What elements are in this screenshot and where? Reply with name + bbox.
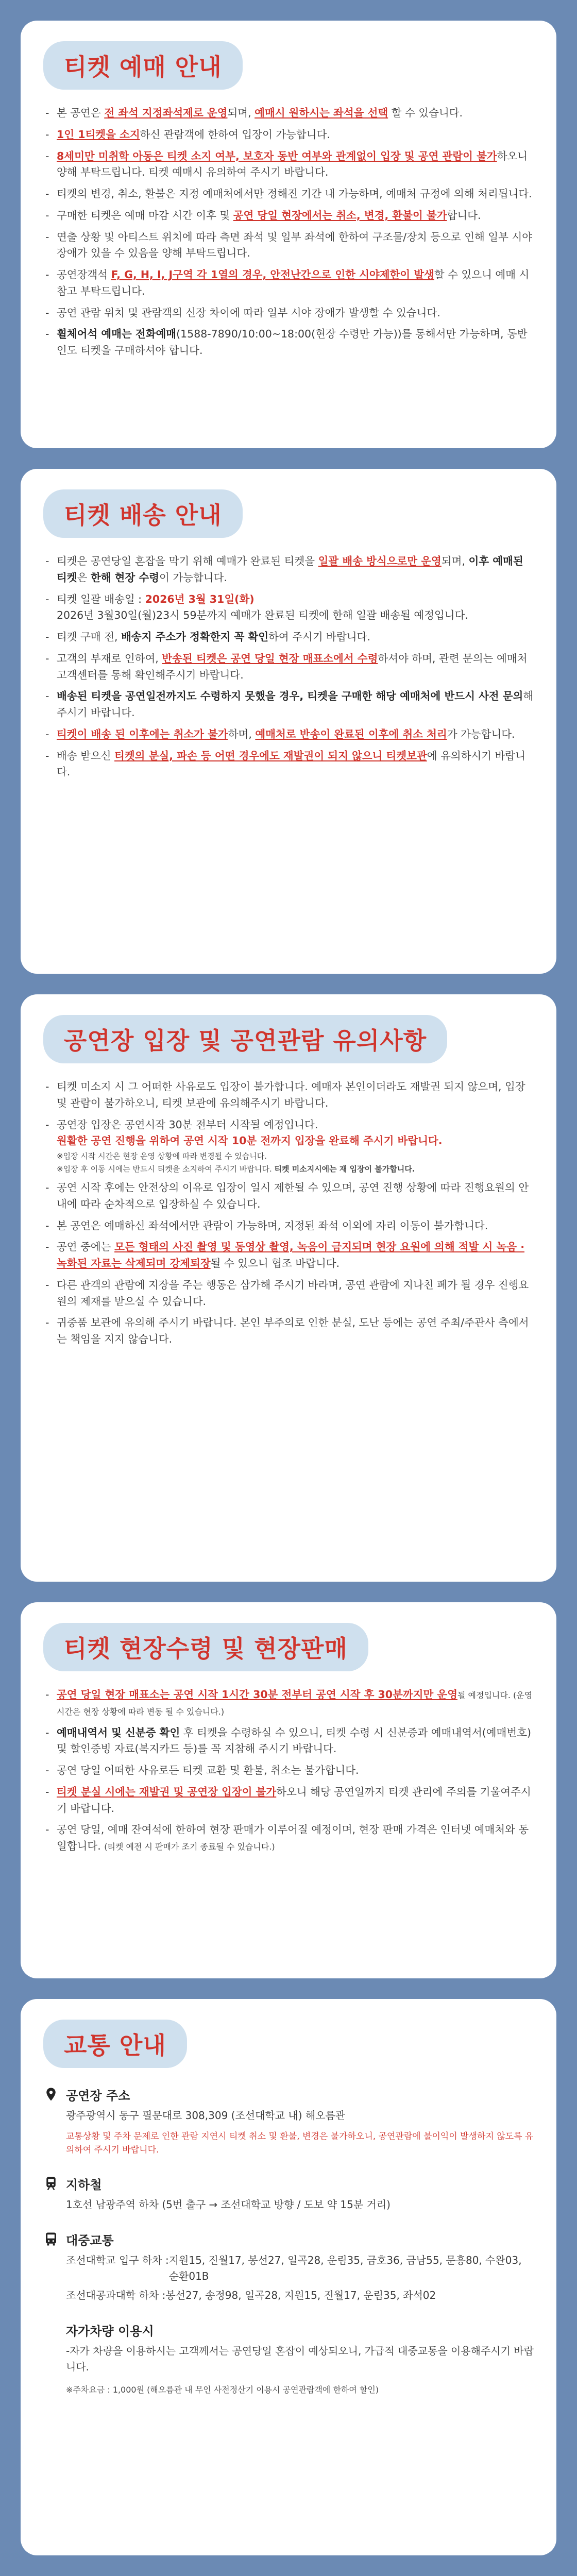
bullet-text: 후 티켓을 수령하실 수 있으니, 티켓 수령 시 신분증과 예매내역서(예매번호) 및 할인증빙 자료(복지카드 등)를 꼭 지참해 주시기 바랍니다. (57, 1726, 532, 1755)
bullet-text: 에 유의하시기 바랍니다. (57, 749, 526, 778)
bullet-text: 해주시기 바랍니다. (57, 690, 534, 719)
bullet-text: 배송 받으신 (57, 749, 115, 762)
subway-heading: 지하철 (66, 2177, 102, 2192)
bullet-text: 티켓 미소지 시 그 어떠한 사유로도 입장이 불가합니다. 예매자 본인이더라도 재발권 되지 않으며, 입장 및 관람이 불가하오니, 티켓 보관에 유의해주시기 바랍니다. (57, 1080, 525, 1109)
bullet-text: 8세미만 미취학 아동은 티켓 소지 여부, 보호자 동반 여부와 관계없이 입장 및 공연 관람이 불가 (57, 149, 497, 162)
bullet-text: 하며, (228, 727, 256, 740)
bullet-item (43, 553, 534, 586)
ticket-delivery-card (21, 469, 556, 974)
address-warning: 교통상황 및 주차 문제로 인한 관람 지연시 티켓 취소 및 환불, 변경은 불가하오니, 공연관람에 불이익이 발생하지 않도록 유의하여 주시기 바랍니다. (66, 2131, 534, 2156)
bullet-text: 되며, (227, 107, 255, 119)
bullet-item (43, 1687, 534, 1720)
bullet-item (43, 651, 534, 684)
venue-entry-card (21, 994, 556, 1582)
bullet-text: 될 예정입니다. (운영 시간은 현장 상황에 따라 변동 될 수 있습니다.) (57, 1690, 533, 1717)
bullet-text: 티켓의 변경, 취소, 환불은 지정 예매처에서만 정해진 기간 내 가능하며, 예매처 규정에 의해 처리됩니다. (57, 188, 532, 200)
bullet-text: 공연 중에는 (57, 1241, 115, 1253)
bullet-item (43, 726, 534, 743)
bullet-text: 공연 당일 현장에서는 취소, 변경, 환불이 불가 (233, 209, 447, 222)
bullet-text: 티켓의 분실, 파손 등 어떤 경우에도 재발권이 되지 않으니 티켓보관 (114, 749, 427, 762)
bullet-item (43, 1180, 534, 1213)
parking-fee: ※주차요금 : 1,000원 (해오름관 내 무인 사전정산기 이용시 공연관람객에 한하여 할인) (66, 2384, 379, 2395)
address-section (43, 2086, 534, 2157)
bullet-text: 공연 관람 위치 및 관람객의 신장 차이에 따라 일부 시야 장애가 발생할 수 있습니다. (57, 306, 440, 319)
bullet-item (43, 305, 534, 321)
bullet-item (43, 148, 534, 181)
subway-icon (43, 2176, 59, 2191)
bullet-text: 티켓은 공연당일 혼잡을 막기 위해 예매가 완료된 티켓을 (57, 555, 318, 567)
bullet-text: 합니다. (447, 209, 481, 222)
section-title: 교통 안내 (43, 2020, 187, 2068)
bullet-text: 공연 시작 후에는 안전상의 이유로 입장이 일시 제한될 수 있으며, 공연 진행 상황에 따라 진행요원의 안내에 따라 순차적으로 입장하실 수 있습니다. (57, 1181, 529, 1210)
bullet-text: F, G, H, I, J구역 각 1열의 경우, 안전난간으로 인한 시야제한이 발생 (111, 268, 434, 281)
bullet-item (43, 748, 534, 781)
note-text: ※입장 시작 시간은 현장 운영 상황에 따라 변경될 수 있습니다. (57, 1151, 267, 1161)
bullet-text: 할 수 있습니다. (388, 107, 463, 119)
bullet-item (43, 186, 534, 202)
bullet-text: 귀중품 보관에 유의해 주시기 바랍니다. 본인 부주의로 인한 분실, 도난 등에는 공연 주최/주관사 측에서는 책임을 지지 않습니다. (57, 1316, 529, 1346)
bullet-item (43, 591, 534, 624)
map-pin-icon (43, 2087, 59, 2102)
bullet-text: 공연장 입장은 공연시작 30분 전부터 시작될 예정입니다. (57, 1118, 318, 1131)
car-section (43, 2321, 534, 2395)
section-title: 티켓 예매 안내 (43, 41, 243, 90)
bus-routes: 봉선27, 송정98, 일곡28, 지원15, 진월17, 운림35, 좌석02 (165, 2289, 436, 2301)
bullet-list (43, 553, 534, 781)
transport-card (21, 1999, 556, 2555)
bullet-item (43, 1277, 534, 1310)
bullet-text: 이후 예매된 티켓 (57, 555, 523, 584)
bullet-item (43, 105, 534, 122)
bullet-text: 공연 당일 현장 매표소는 공연 시작 1시간 30분 전부터 공연 시작 후 30분까지만 운영 (57, 1688, 457, 1701)
bullet-text: 공연장객석 (57, 268, 111, 281)
bullet-text: 고객의 부재로 인하여, (57, 652, 162, 665)
bus-icon (43, 2231, 59, 2247)
bullet-item (43, 127, 534, 143)
note-text: ※입장 후 이동 시에는 반드시 티켓을 소지하여 주시기 바랍니다. 티켓 미소지시에는 재 입장이 불가합니다. (57, 1164, 415, 1174)
bullet-text: 반송된 티켓은 공연 당일 현장 매표소에서 수령 (162, 652, 378, 665)
section-title: 티켓 배송 안내 (43, 489, 243, 538)
bullet-text: 하셔야 하며, 관련 문의는 예매처 고객센터를 통해 확인해주시기 바랍니다. (57, 652, 528, 681)
bullet-text: 티켓이 배송 된 이후에는 취소가 불가 (57, 727, 228, 740)
bullet-text: 티켓 일괄 배송일 : (57, 592, 145, 605)
bullet-text: 예매시 원하시는 좌석을 선택 (254, 107, 388, 119)
bullet-item (43, 326, 534, 359)
bullet-text: 할 수 있으니 예매 시 참고 부탁드립니다. (57, 268, 530, 297)
bus-stop-label: 조선대학교 입구 하차 : (66, 2253, 169, 2266)
bullet-text: (1588-7890/10:00~18:00(현장 수령만 가능))를 통해서만 가능하며, 동반인도 티켓을 구매하셔야 합니다. (57, 328, 528, 357)
section-title: 티켓 현장수령 및 현장판매 (43, 1623, 368, 1671)
onsite-card (21, 1602, 556, 1978)
bullet-list (43, 1079, 534, 1348)
bullet-text: 은 (77, 571, 91, 584)
bullet-text: 하오니 해당 공연일까지 티켓 관리에 주의를 기울여주시기 바랍니다. (57, 1785, 531, 1815)
bullet-list (43, 105, 534, 359)
bullet-item (43, 1117, 534, 1175)
bullet-text: 2026년 3월30일(월)23시 59분까지 예매가 완료된 티켓에 한해 일괄 배송될 예정입니다. (57, 609, 468, 622)
bus-heading: 대중교통 (66, 2233, 114, 2248)
bus-routes: 지원15, 진월17, 봉선27, 일곡28, 운림35, 금호36, 금남55, 문흥80, 수완03, 순환01B (168, 2253, 522, 2282)
bus-route-row (66, 2252, 534, 2284)
bullet-text: 다른 관객의 관람에 지장을 주는 행동은 삼가해 주시기 바라며, 공연 관람에 지나친 폐가 될 경우 진행요원의 제재를 받으실 수 있습니다. (57, 1278, 529, 1308)
bullet-text: 구매한 티켓은 예매 마감 시간 이후 및 (57, 209, 233, 222)
bullet-text: 공연 당일, 예매 잔여석에 한하여 현장 판매가 이루어질 예정이며, 현장 판매 가격은 인터넷 예매처와 동일합니다. (57, 1823, 529, 1853)
bullet-item (43, 1725, 534, 1758)
ticket-reservation-card (21, 21, 556, 448)
bullet-text: 본 공연은 예매하신 좌석에서만 관람이 가능하며, 지정된 좌석 이외에 자리 이동이 불가합니다. (57, 1219, 488, 1232)
bullet-item (43, 1822, 534, 1855)
bullet-text: 티켓 분실 시에는 재발권 및 공연장 입장이 불가 (57, 1785, 277, 1798)
bullet-text: 되며, (441, 555, 469, 567)
bullet-text: 연출 상황 및 아티스트 위치에 따라 측면 좌석 및 일부 좌석에 한하여 구조물/장치 등으로 인해 일부 시야장애가 있을 수 있음을 양해 부탁드립니다. (57, 230, 533, 260)
bullet-text: 배송지 주소가 정확한지 꼭 확인 (121, 631, 269, 643)
bullet-text: 하오니 양해 부탁드립니다. 티켓 예매시 유의하여 주시기 바랍니다. (57, 149, 528, 179)
bullet-item (43, 208, 534, 224)
car-heading: 자가차량 이용시 (66, 2324, 154, 2338)
bullet-item (43, 1762, 534, 1779)
bullet-item (43, 1079, 534, 1112)
address-heading: 공연장 주소 (66, 2089, 130, 2103)
bullet-text: 일괄 배송 방식으로만 운영 (318, 555, 442, 567)
bullet-item (43, 229, 534, 262)
subway-section (43, 2175, 534, 2213)
bullet-text: 1인 1티켓을 소지 (57, 128, 140, 141)
bullet-text: 본 공연은 (57, 107, 105, 119)
car-text: -자가 차량을 이용하시는 고객께서는 공연당일 혼잡이 예상되오니, 가급적 대중교통을 이용해주시기 바랍니다. (66, 2344, 534, 2373)
section-title: 공연장 입장 및 공연관람 유의사항 (43, 1015, 447, 1063)
bullet-item (43, 267, 534, 300)
bullet-text: 한해 현장 수령 (90, 571, 160, 584)
bullet-text: 원활한 공연 진행을 위하여 공연 시작 10분 전까지 입장을 완료해 주시기 바랍니다. (57, 1134, 443, 1147)
bullet-text: 하신 관람객에 한하여 입장이 가능합니다. (140, 128, 330, 141)
bullet-text: 전 좌석 지정좌석제로 운영 (104, 107, 228, 119)
bullet-text: 이 가능합니다. (159, 571, 227, 584)
bus-stop-label: 조선대공과대학 하차 : (66, 2289, 166, 2301)
bullet-text: 될 수 있으니 협조 바랍니다. (210, 1257, 340, 1270)
bullet-item (43, 1218, 534, 1234)
bullet-text: 공연 당일 어떠한 사유로든 티켓 교환 및 환불, 취소는 불가합니다. (57, 1764, 359, 1777)
bullet-text: 예매내역서 및 신분증 확인 (57, 1726, 180, 1739)
bullet-text: (티켓 예전 시 판매가 조기 종료될 수 있습니다.) (104, 1842, 275, 1852)
bullet-item (43, 688, 534, 721)
bullet-text: 2026년 3월 31일(화) (145, 592, 254, 605)
bullet-item (43, 1784, 534, 1817)
address-text: 광주광역시 동구 필문대로 308,309 (조선대학교 내) 해오름관 (66, 2109, 346, 2122)
bullet-text: 예매처로 반송이 완료된 이후에 취소 처리 (255, 727, 447, 740)
bullet-text: 가 가능합니다. (447, 727, 515, 740)
bullet-text: 모든 형태의 사진 촬영 및 동영상 촬영, 녹음이 금지되며 현장 요원에 의해 적발 시 녹음 · 녹화된 자료는 삭제되며 강제퇴장 (57, 1241, 524, 1270)
bus-section (43, 2230, 534, 2303)
bullet-text: 휠체어석 예매는 전화예매 (57, 328, 177, 341)
bullet-text: 하여 주시기 바랍니다. (268, 631, 370, 643)
bullet-text: 티켓 구매 전, (57, 631, 122, 643)
bullet-item (43, 1315, 534, 1348)
bullet-text: 배송된 티켓을 공연일전까지도 수령하지 못했을 경우, 티켓을 구매한 해당 예매처에 반드시 사전 문의 (57, 690, 523, 703)
subway-text: 1호선 남광주역 하차 (5번 출구 → 조선대학교 방향 / 도보 약 15분 거리) (66, 2198, 391, 2211)
bus-route-row (66, 2287, 534, 2303)
bullet-item (43, 629, 534, 646)
bullet-list (43, 1687, 534, 1855)
bullet-item (43, 1239, 534, 1272)
